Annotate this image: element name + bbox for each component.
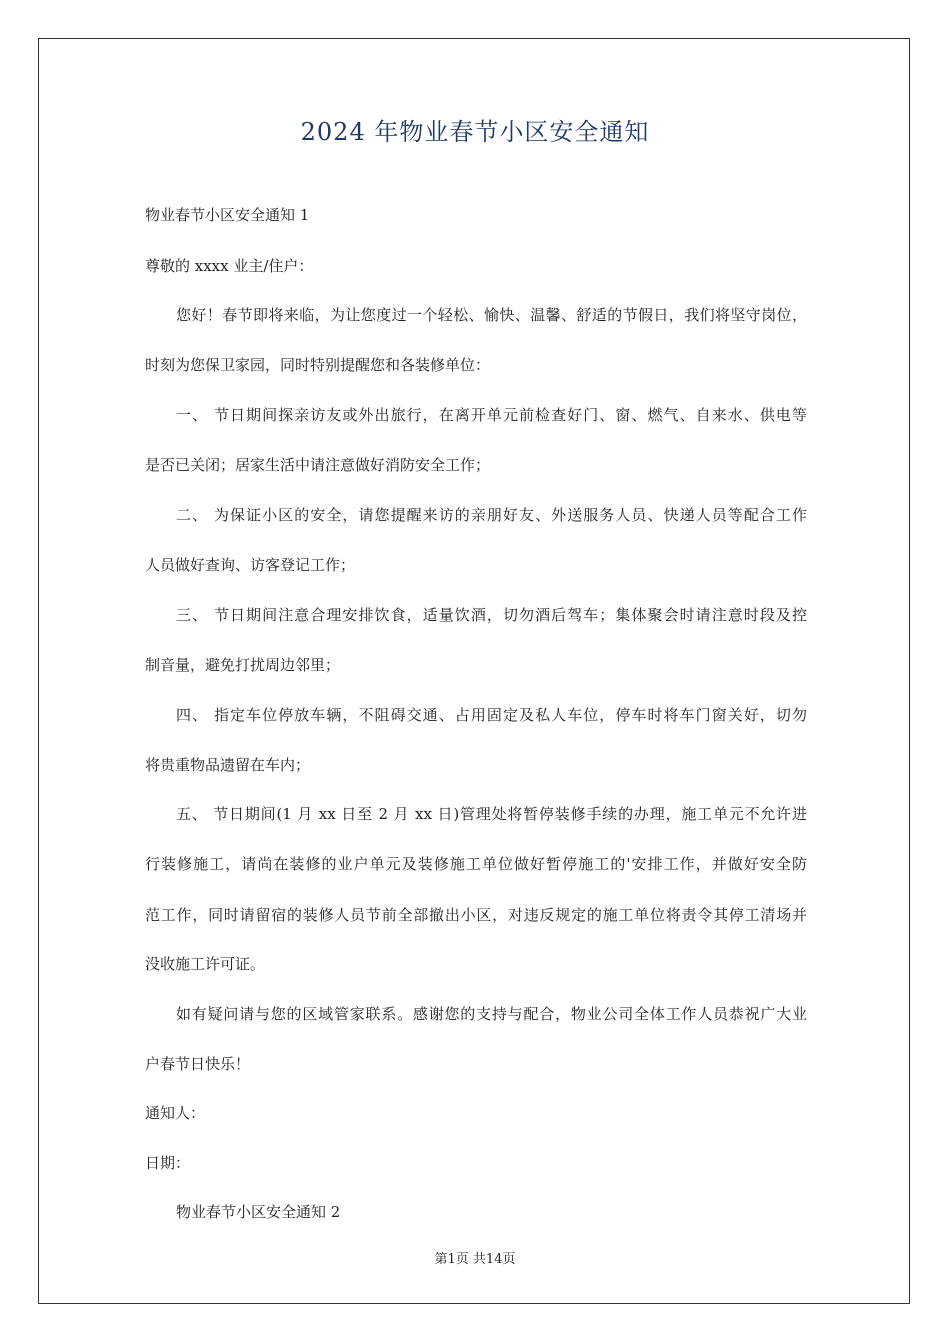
paragraph-line: 二、 为保证小区的安全，请您提醒来访的亲朋好友、外送服务人员、快递人员等配合工作	[176, 506, 807, 524]
section-heading: 物业春节小区安全通知 1	[145, 206, 310, 224]
paragraph-line: 范工作，同时请留宿的装修人员节前全部撤出小区，对违反规定的施工单位将责令其停工清场并	[145, 906, 807, 924]
paragraph-line: 一、 节日期间探亲访友或外出旅行，在离开单元前检查好门、窗、燃气、自来水、供电等	[176, 406, 807, 424]
paragraph-line: 如有疑问请与您的区域管家联系。感谢您的支持与配合，物业公司全体工作人员恭祝广大业	[176, 1005, 807, 1023]
paragraph-line: 时刻为您保卫家园，同时特别提醒您和各装修单位：	[145, 356, 491, 374]
notifier-label: 通知人：	[145, 1104, 206, 1122]
paragraph-line: 没收施工许可证。	[145, 955, 266, 973]
paragraph-line: 五、 节日期间(1 月 xx 日至 2 月 xx 日)管理处将暂停装修手续的办理，施工单元不允许进	[176, 805, 807, 823]
paragraph-line: 制音量，避免打扰周边邻里；	[145, 656, 341, 674]
page-number: 第1页 共14页	[434, 1252, 516, 1267]
paragraph-line: 人员做好查询、访客登记工作；	[145, 556, 356, 574]
date-label: 日期：	[145, 1154, 191, 1172]
paragraph-line: 您好！春节即将来临，为让您度过一个轻松、愉快、温馨、舒适的节假日，我们将坚守岗位，	[176, 306, 807, 324]
paragraph-line: 四、 指定车位停放车辆，不阻碍交通、占用固定及私人车位，停车时将车门窗关好，切勿	[176, 706, 807, 724]
section-heading: 物业春节小区安全通知 2	[176, 1203, 341, 1221]
paragraph-line: 是否已关闭；居家生活中请注意做好消防安全工作；	[145, 456, 491, 474]
paragraph-line: 将贵重物品遗留在车内；	[145, 756, 311, 774]
document-title: 2024 年物业春节小区安全通知	[300, 118, 650, 146]
salutation: 尊敬的 xxxx 业主/住户：	[145, 257, 314, 275]
paragraph-line: 三、 节日期间注意合理安排饮食，适量饮酒，切勿酒后驾车；集体聚会时请注意时段及控	[176, 606, 807, 624]
paragraph-line: 行装修施工，请尚在装修的业户单元及装修施工单位做好暂停施工的'安排工作，并做好安全防	[145, 855, 807, 873]
paragraph-line: 户春节日快乐！	[145, 1055, 251, 1073]
